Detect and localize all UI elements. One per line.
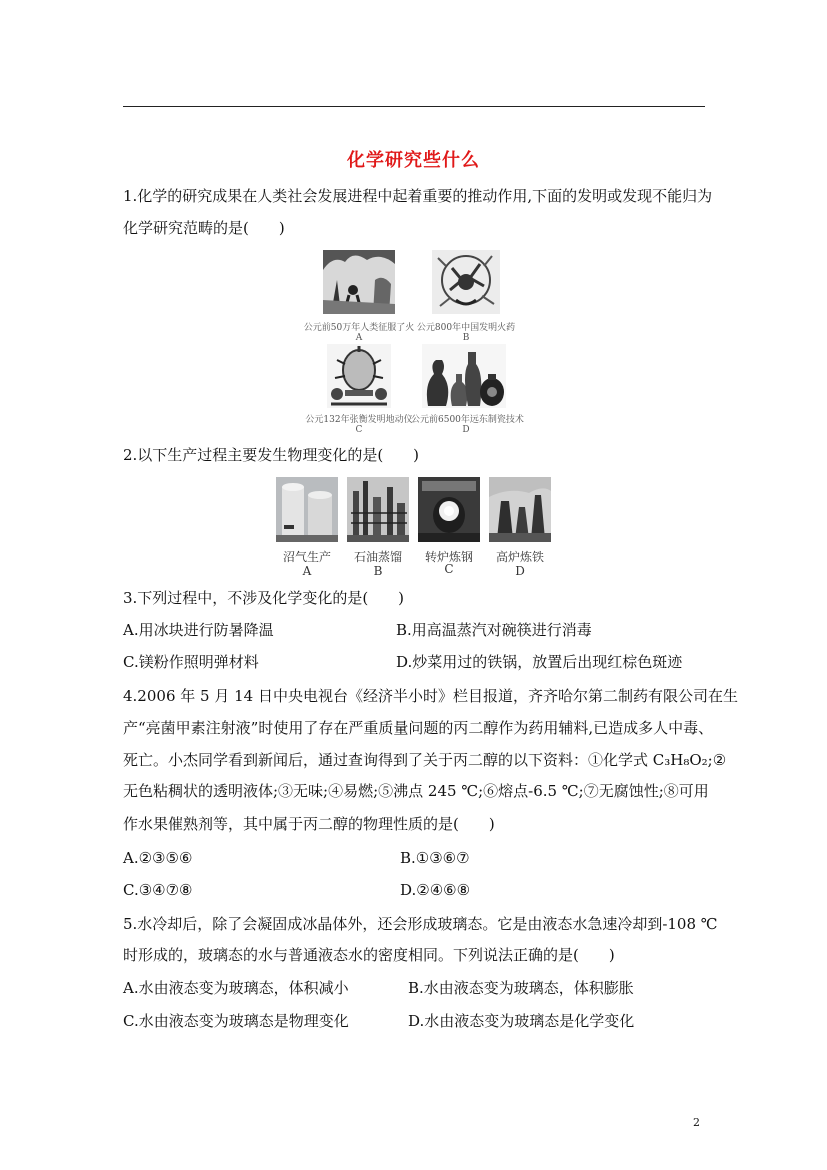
q4-stem-line1: 4.2006 年 5 月 14 日中央电视台《经济半小时》栏目报道，齐齐哈尔第二制药有限公司在生 xyxy=(123,687,738,705)
q4-option-a: A.②③⑤⑥ xyxy=(123,849,193,867)
converter-steel-photo xyxy=(418,477,480,542)
q3-option-b: B.用高温蒸汽对碗筷进行消毒 xyxy=(396,621,592,639)
q4-stem-line3: 死亡。小杰同学看到新闻后，通过查询得到了关于丙二醇的以下资料：①化学式 C₃H₈O₂;② xyxy=(123,751,727,769)
q2-photo-a-caption: 沼气生产 xyxy=(282,550,331,564)
q1-figure-c-caption: 公元132年张衡发明地动仪 xyxy=(305,415,413,425)
header-rule xyxy=(123,106,705,107)
q1-figure-d-caption: 公元前6500年远东制瓷技术 xyxy=(411,415,524,425)
q5-stem-line1: 5.水冷却后，除了会凝固成冰晶体外，还会形成玻璃态。它是由液态水急速冷却到-108 ℃ xyxy=(123,915,718,933)
q2-photo-b-letter: B xyxy=(373,564,383,578)
oil-refinery-photo xyxy=(347,477,409,542)
q3-option-d: D.炒菜用过的铁锅，放置后出现红棕色斑迹 xyxy=(396,653,683,671)
q2-photo-d-caption: 高炉炼铁 xyxy=(495,550,544,564)
q1-figure-b-caption: 公元800年中国发明火药 xyxy=(416,323,516,333)
q2-photo-c-letter: C xyxy=(444,562,454,576)
q1-figure-a-caption: 公元前50万年人类征服了火 xyxy=(303,323,415,333)
q4-stem-line2: 产“亮菌甲素注射液”时使用了存在严重质量问题的丙二醇作为药用辅料,已造成多人中毒、 xyxy=(123,719,714,737)
q5-option-d: D.水由液态变为玻璃态是化学变化 xyxy=(408,1012,635,1030)
q4-option-b: B.①③⑥⑦ xyxy=(400,849,470,867)
q3-option-a: A.用冰块进行防暑降温 xyxy=(123,621,274,639)
seismograph-illustration xyxy=(327,344,391,408)
q4-option-c: C.③④⑦⑧ xyxy=(123,881,193,899)
gunpowder-illustration xyxy=(432,250,500,314)
porcelain-illustration xyxy=(422,344,506,408)
q4-stem-line4: 无色粘稠状的透明液体;③无味;④易燃;⑤沸点 245 ℃;⑥熔点-6.5 ℃;⑦无腐蚀性;⑧可用 xyxy=(123,782,709,800)
q2-photo-b-caption: 石油蒸馏 xyxy=(353,550,402,564)
fire-illustration xyxy=(323,250,395,314)
q5-option-c: C.水由液态变为玻璃态是物理变化 xyxy=(123,1012,349,1030)
page-title: 化学研究些什么 xyxy=(347,150,480,171)
page-number: 2 xyxy=(693,1116,700,1129)
q3-stem: 3.下列过程中，不涉及化学变化的是( ) xyxy=(123,589,405,607)
q4-stem-line5: 作水果催熟剂等，其中属于丙二醇的物理性质的是( ) xyxy=(123,815,495,833)
q1-figure-d-letter: D xyxy=(462,425,470,435)
q5-option-a: A.水由液态变为玻璃态，体积减小 xyxy=(123,979,349,997)
q1-stem-line1: 1.化学的研究成果在人类社会发展进程中起着重要的推动作用,下面的发明或发现不能归为 xyxy=(123,187,713,205)
q1-stem-line2: 化学研究范畴的是( ) xyxy=(123,219,285,237)
q5-option-b: B.水由液态变为玻璃态，体积膨胀 xyxy=(408,979,634,997)
q1-figure-a-letter: A xyxy=(355,333,363,343)
q2-photo-d-letter: D xyxy=(515,564,525,578)
q1-figure-b-letter: B xyxy=(462,333,470,343)
q5-stem-line2: 时形成的，玻璃态的水与普通液态水的密度相同。下列说法正确的是( ) xyxy=(123,946,615,964)
biogas-tanks-photo xyxy=(276,477,338,542)
q2-photo-a-letter: A xyxy=(302,564,312,578)
q1-figure-c-letter: C xyxy=(355,425,363,435)
q2-stem: 2.以下生产过程主要发生物理变化的是( ) xyxy=(123,446,420,464)
q4-option-d: D.②④⑥⑧ xyxy=(400,881,471,899)
q2-photo-c-caption: 转炉炼钢 xyxy=(424,550,473,564)
blast-furnace-photo xyxy=(489,477,551,542)
q3-option-c: C.镁粉作照明弹材料 xyxy=(123,653,259,671)
